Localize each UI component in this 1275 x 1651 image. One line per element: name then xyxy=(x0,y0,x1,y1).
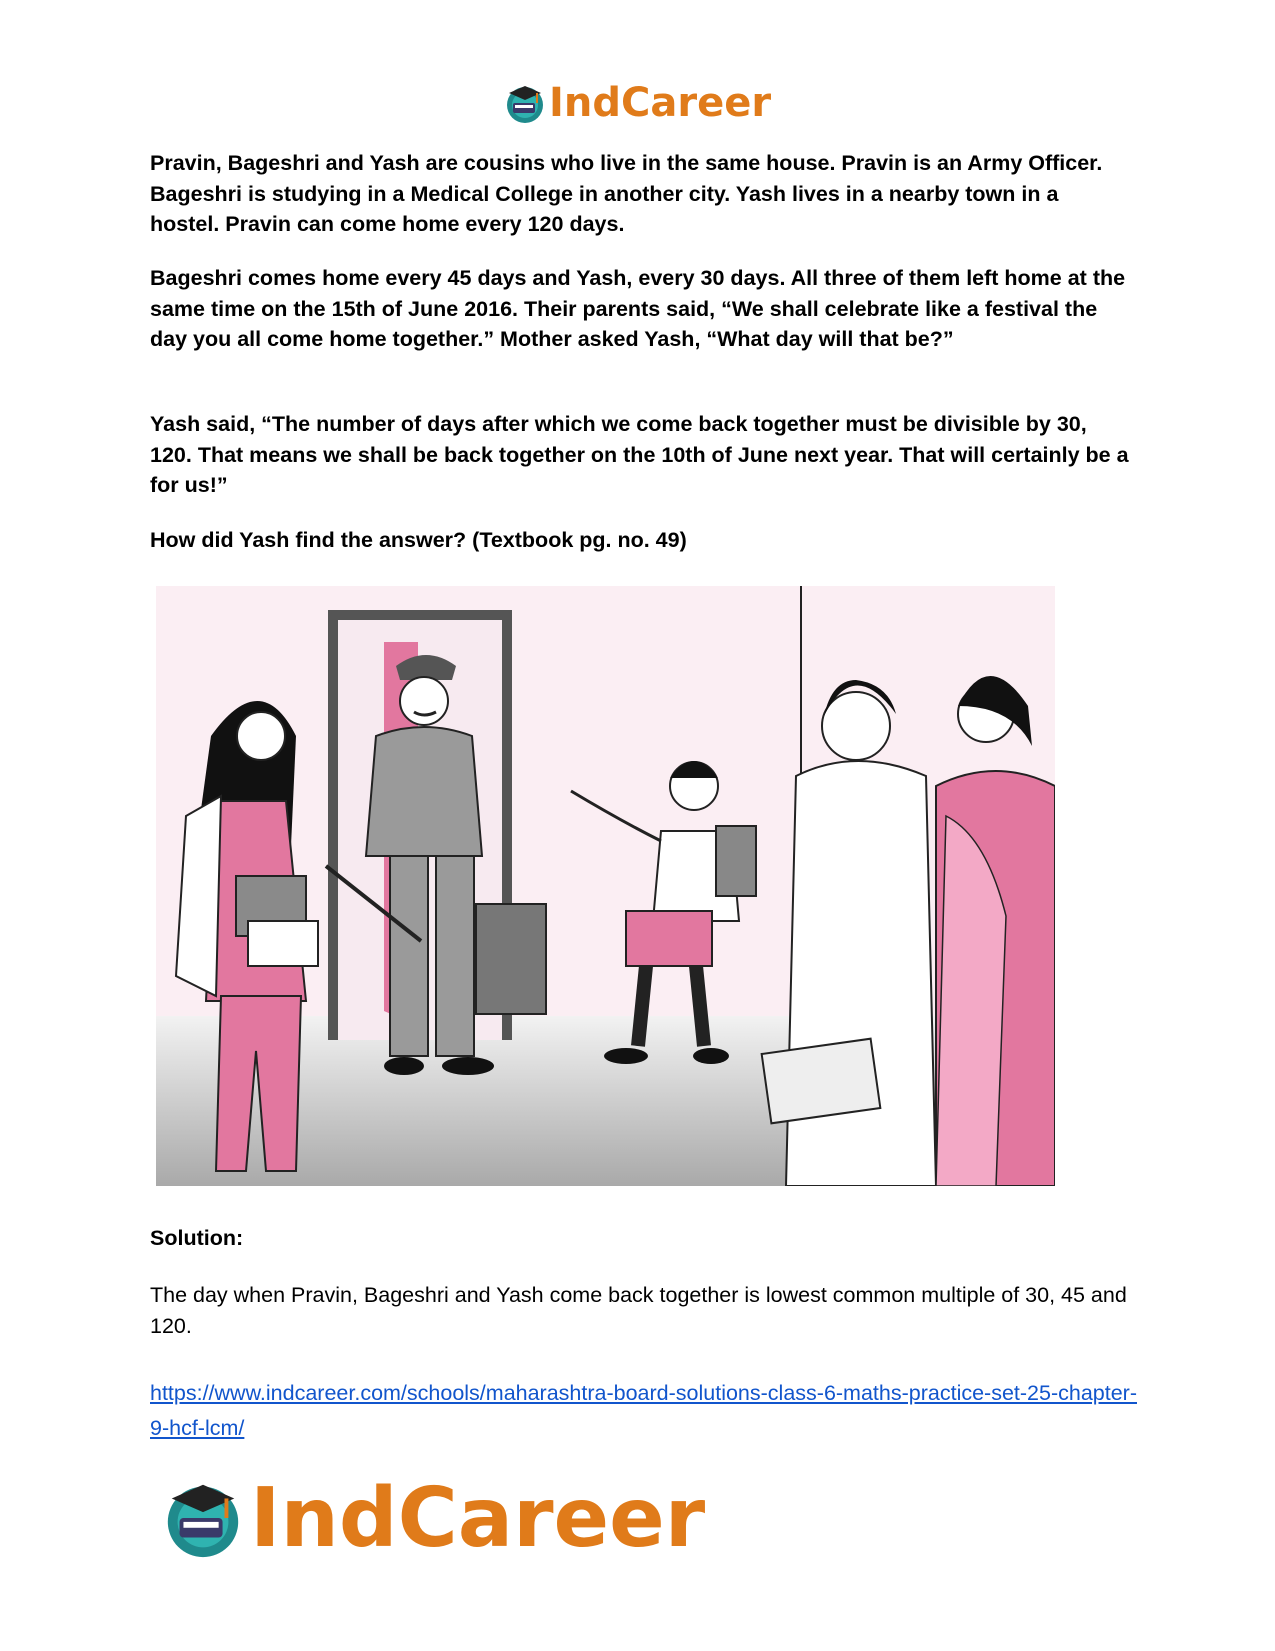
solution-heading: Solution: xyxy=(150,1226,244,1250)
intro-paragraph-1: Pravin, Bageshri and Yash are cousins who live in the same house. Pravin is an Army Officer. Bageshri is studying in a Medical College in another city. Yash lives in a nearby town in a hostel. Pravin can come home every 120 days. xyxy=(150,151,1103,236)
family-welcome-illustration xyxy=(156,586,1055,1186)
footer-logo xyxy=(160,1468,705,1568)
source-link[interactable]: https://www.indcareer.com/schools/maharashtra-board-solutions-class-6-maths-practice-set-25-chapter-9-hcf-lcm/ xyxy=(150,1381,1137,1440)
graduation-globe-icon xyxy=(503,81,547,125)
logo-wordmark: IndCareer xyxy=(250,1470,706,1566)
logo-wordmark: IndCareer xyxy=(549,80,772,126)
question-text: How did Yash find the answer? (Textbook pg. no. 49) xyxy=(150,528,687,552)
header-logo xyxy=(503,78,771,128)
intro-paragraph-3: Yash said, “The number of days after which we come back together must be divisible by 30, 120. That means we shall be back together on the 10th of June next year. That will certainly be a for us!” xyxy=(150,412,1129,497)
solution-text: The day when Pravin, Bageshri and Yash come back together is lowest common multiple of 30, 45 and 120. xyxy=(150,1283,1127,1338)
intro-paragraph-2: Bageshri comes home every 45 days and Yash, every 30 days. All three of them left home at the same time on the 15th of June 2016. Their parents said, “We shall celebrate like a festival the day you all come home together.” Mother asked Yash, “What day will that be?” xyxy=(150,266,1126,351)
graduation-globe-icon xyxy=(160,1475,246,1561)
